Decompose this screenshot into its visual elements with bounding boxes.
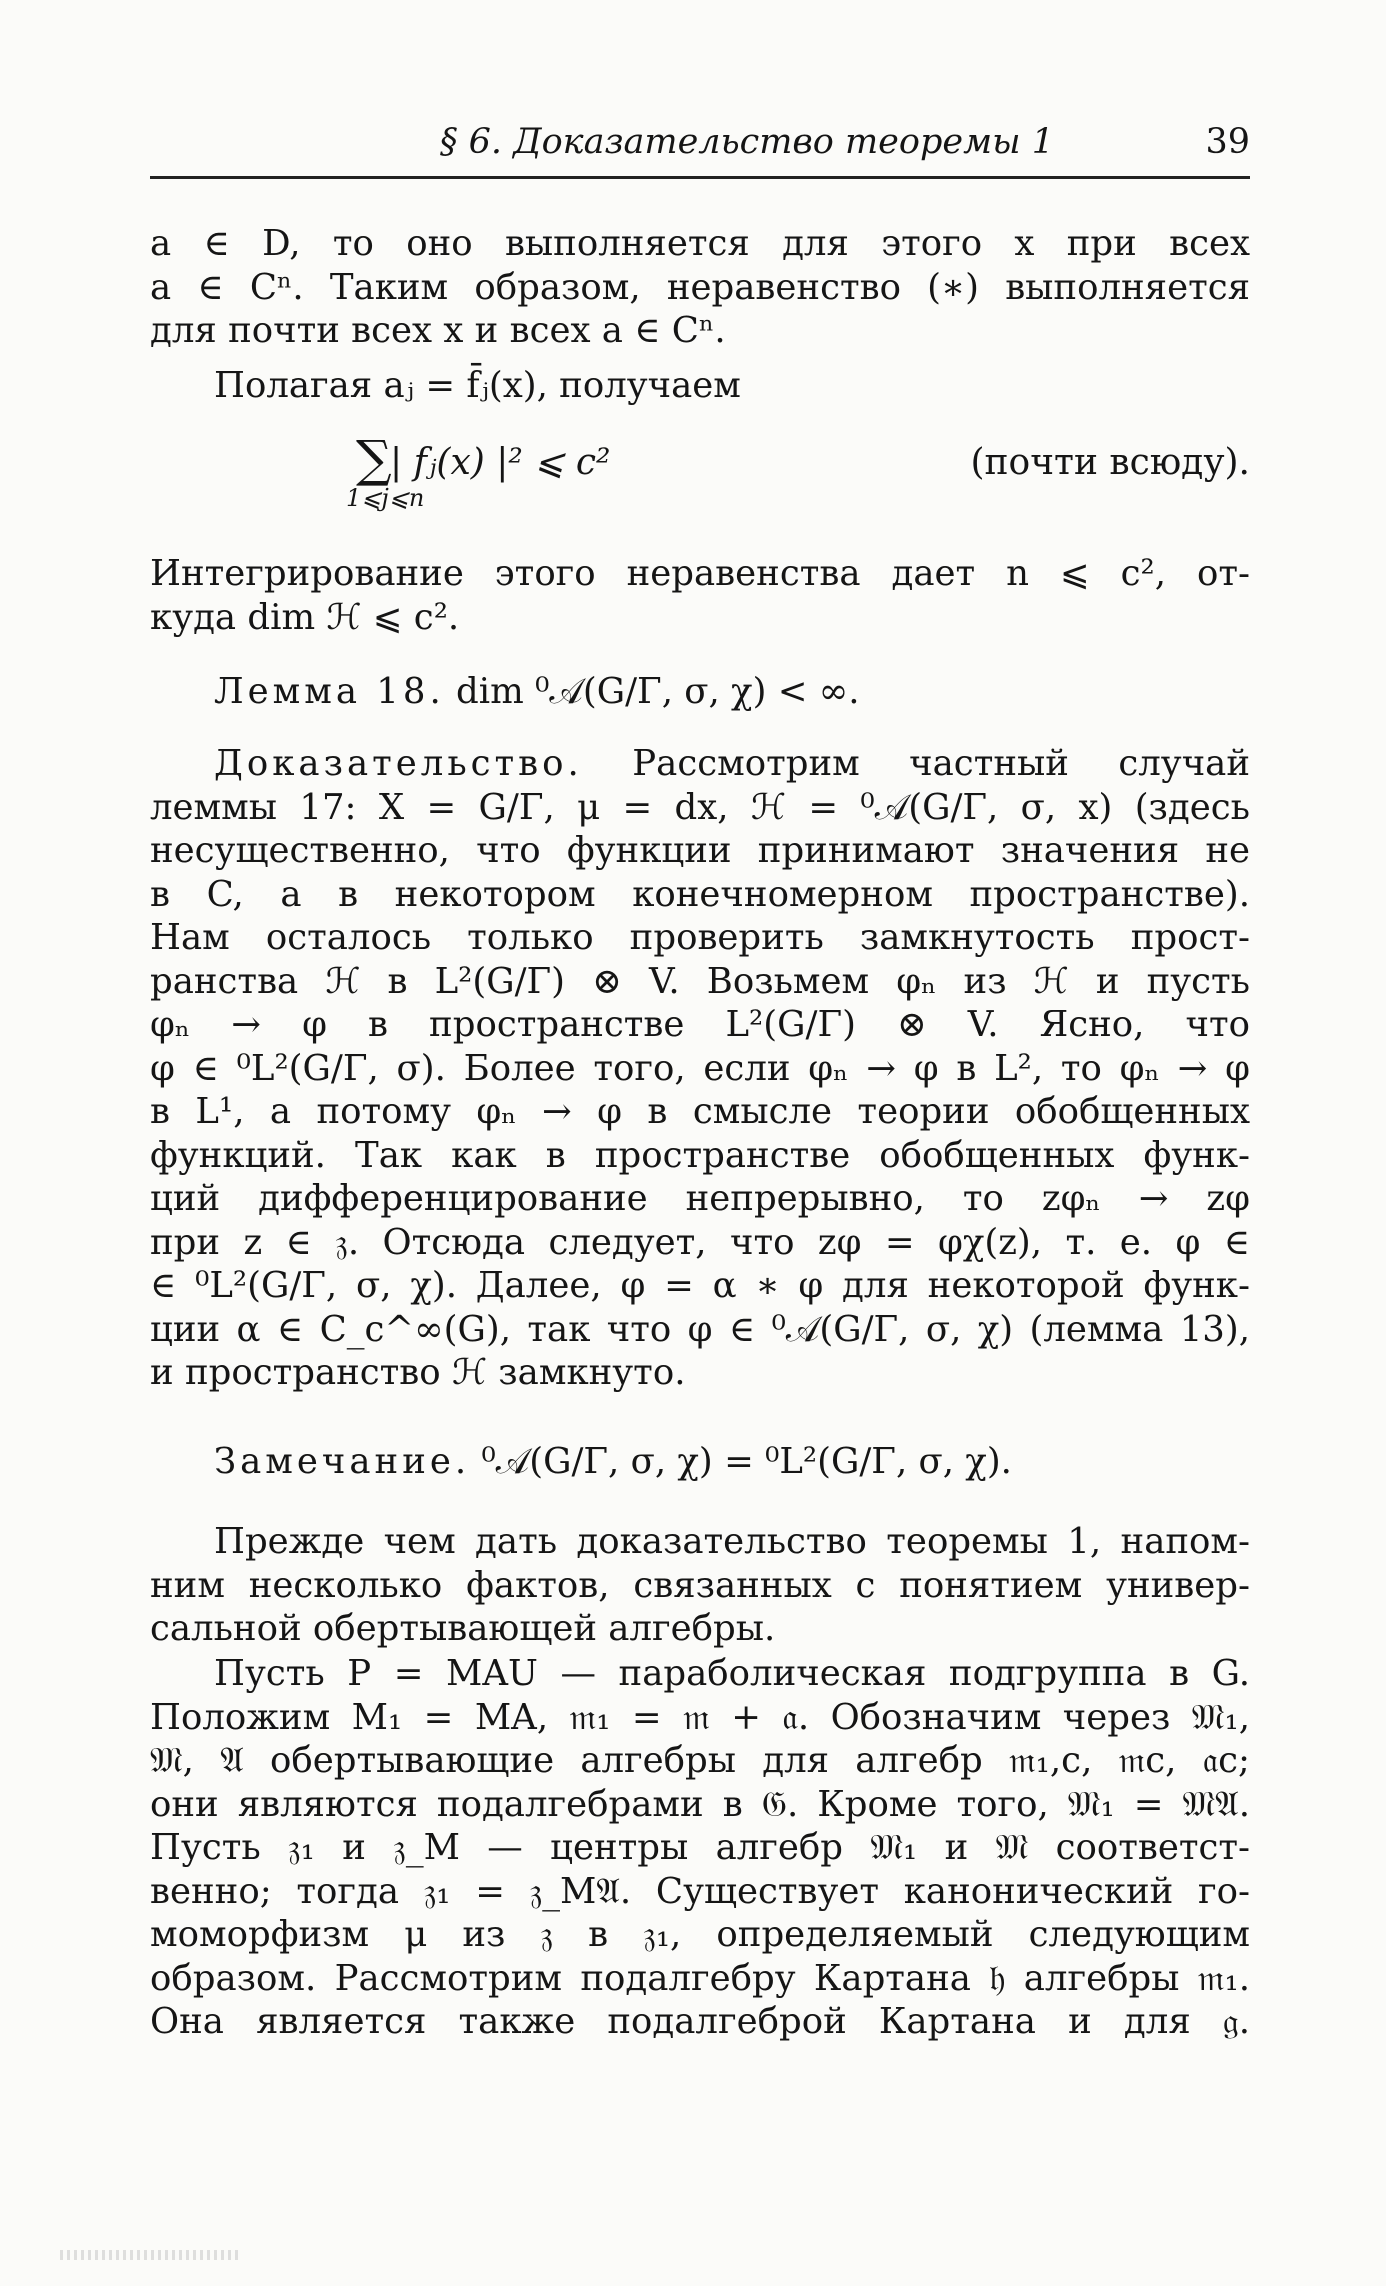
- running-header: [150, 118, 1250, 168]
- text-line: Она является также подалгеброй Картана и для 𝔤.: [150, 2001, 1250, 2042]
- text-line: ним несколько фактов, связанных с понятием универ-: [150, 1564, 1250, 1606]
- formula-body: | fⱼ(x) |² ⩽ c²: [390, 442, 611, 483]
- text-line: Полагая aⱼ = f̄ⱼ(x), получаем: [214, 365, 741, 406]
- proof-label: Доказательство.: [214, 743, 583, 784]
- text-line: Положим M₁ = MA, 𝔪₁ = 𝔪 + 𝔞. Обозначим через 𝔐₁,: [150, 1696, 1250, 1738]
- text-line: для почти всех x и всех a ∈ Cⁿ.: [150, 310, 726, 351]
- text-line: в C, а в некотором конечномерном пространстве).: [150, 873, 1250, 915]
- text-line: [150, 742, 1250, 786]
- scan-specks: [60, 2250, 240, 2260]
- formula-note: (почти всюду).: [970, 442, 1250, 483]
- text-line: ∈ ⁰L²(G/Γ, σ, χ). Далее, φ = α ∗ φ для некоторой функ-: [150, 1265, 1250, 1306]
- text-line: Пусть 𝔷₁ и 𝔷_M — центры алгебр 𝔐₁ и 𝔐 соответст-: [150, 1827, 1250, 1868]
- paragraph-before-proof: [150, 1520, 1250, 1651]
- text-line: функций. Так как в пространстве обобщенных функ-: [150, 1134, 1250, 1176]
- text-line: образом. Рассмотрим подалгебру Картана 𝔥 алгебры 𝔪₁.: [150, 1957, 1250, 1999]
- proof-first-line: Рассмотрим частный случай: [582, 743, 1250, 784]
- text-line: 𝔐, 𝔄 обертывающие алгебры для алгебр 𝔪₁,c, 𝔪c, 𝔞c;: [150, 1740, 1250, 1781]
- paragraph-polagaya: [150, 364, 1250, 408]
- text-line: a ∈ D, то оно выполняется для этого x при всех: [150, 223, 1250, 264]
- text-line: они являются подалгебрами в 𝔊. Кроме того, 𝔐₁ = 𝔐𝔄.: [150, 1783, 1250, 1825]
- text-line: и пространство ℋ замкнуто.: [150, 1352, 686, 1393]
- text-line: ций дифференцирование непрерывно, то zφₙ → zφ: [150, 1178, 1250, 1219]
- text-line: Прежде чем дать доказательство теоремы 1, напом-: [214, 1521, 1250, 1562]
- remark-line: [150, 1440, 1250, 1484]
- text-line: φₙ → φ в пространстве L²(G/Γ) ⊗ V. Ясно, что: [150, 1004, 1250, 1045]
- text-line: φ ∈ ⁰L²(G/Γ, σ). Более того, если φₙ → φ в L², то φₙ → φ: [150, 1047, 1250, 1089]
- remark-label: Замечание.: [214, 1441, 471, 1482]
- display-formula: [150, 432, 1250, 522]
- running-title: § 6. Доказательство теоремы 1: [440, 122, 1055, 162]
- proof-paragraph: [150, 742, 1250, 1395]
- lemma-statement: dim ⁰𝒜(G/Γ, σ, χ) < ∞.: [444, 671, 860, 712]
- remark: [150, 1440, 1250, 1484]
- text-line: Пусть P = MAU — параболическая подгруппа в G.: [214, 1653, 1250, 1694]
- text-line: Нам осталось только проверить замкнутость прост-: [150, 917, 1250, 958]
- remark-statement: ⁰𝒜(G/Γ, σ, χ) = ⁰L²(G/Γ, σ, χ).: [470, 1441, 1012, 1482]
- paragraph-parabolic: [150, 1652, 1250, 2044]
- lemma-18: [150, 670, 1250, 714]
- paragraph-integration: [150, 552, 1250, 639]
- text-line: куда dim ℋ ⩽ c².: [150, 596, 460, 638]
- text-line: леммы 17: X = G/Γ, μ = dx, ℋ = ⁰𝒜(G/Γ, σ, x) (здесь: [150, 786, 1250, 828]
- text-line: несущественно, что функции принимают значения не: [150, 830, 1250, 871]
- text-line: сальной обертывающей алгебры.: [150, 1608, 776, 1649]
- text-line: a ∈ Cⁿ. Таким образом, неравенство (∗) выполняется: [150, 266, 1250, 308]
- text-line: ции α ∈ C_c^∞(G), так что φ ∈ ⁰𝒜(G/Γ, σ, χ) (лемма 13),: [150, 1308, 1250, 1350]
- lemma-line: [150, 670, 1250, 714]
- paragraph-continuation: [150, 222, 1250, 353]
- sum-symbol: ∑: [356, 430, 392, 488]
- text-line: в L¹, а потому φₙ → φ в смысле теории обобщенных: [150, 1091, 1250, 1132]
- sum-limits: 1⩽j⩽n: [346, 484, 425, 512]
- text-line: моморфизм μ из 𝔷 в 𝔷₁, определяемый следующим: [150, 1914, 1250, 1955]
- lemma-label: Лемма 18.: [214, 671, 445, 712]
- text-line: Интегрирование этого неравенства дает n ⩽ c², от-: [150, 553, 1250, 594]
- text-line: при z ∈ 𝔷. Отсюда следует, что zφ = φχ(z), т. е. φ ∈: [150, 1221, 1250, 1263]
- page-number: 39: [1205, 122, 1250, 162]
- text-line: венно; тогда 𝔷₁ = 𝔷_M𝔄. Существует канонический го-: [150, 1870, 1250, 1912]
- header-rule: [150, 176, 1250, 179]
- text-line: ранства ℋ в L²(G/Γ) ⊗ V. Возьмем φₙ из ℋ и пусть: [150, 960, 1250, 1002]
